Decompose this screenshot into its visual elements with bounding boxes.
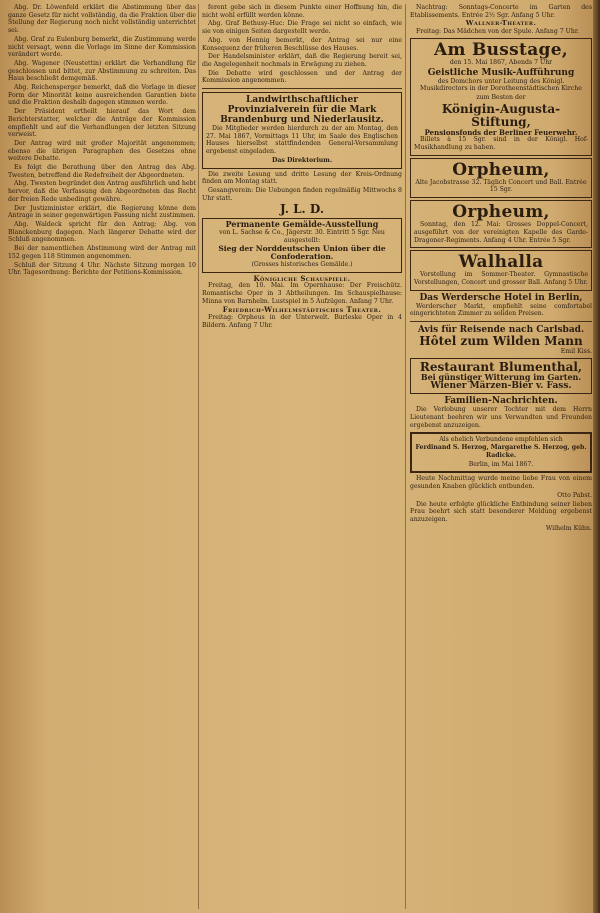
article-paragraph: Es folgt die Berathung über den Antrag des Abg. Twesten, betreffend die Redefreiheit der Abgeordneten. [8,164,196,179]
restaurant-line: Wiener Märzen-Bier v. Fass. [430,381,572,392]
ad-walhalla [410,250,592,290]
article-paragraph: Bei der namentlichen Abstimmung wird der Antrag mit 152 gegen 118 Stimmen angenommen. [8,245,196,260]
section-rule [202,88,402,89]
ad-signature: Das Direktorium. [271,156,332,164]
article-paragraph: Abg. Reichensperger bemerkt, daß die Vorlage in dieser Form der Minorität keine ausreichenden Garantien biete und die Fraktion deshalb dagegen stimmen werde. [8,84,196,107]
theatre2-text: Freitag: Orpheus in der Unterwelt. Burleske Oper in 4 Bildern. Anfang 7 Uhr. [202,314,402,329]
ad-provinzialverein [202,92,402,169]
column-right [410,4,592,909]
orpheum-title: Orpheum, [452,159,550,180]
family-text: Die Verlobung unserer Tochter mit dem Herrn Lieutenant beehren wir uns Verwandten und Freunden ergebenst anzuzeigen. [410,406,592,429]
orpheum-text: Alte Jacobstrasse 32. Täglich Concert und Ball. Entrée 15 Sgr. [415,178,587,194]
ad-title: Landwirthschaftlicher Provinzialverein für die Mark Brandenburg und Niederlausitz. [220,95,384,126]
sub-heading: Wallner-Theater. [465,19,537,28]
sunday-sub: des Domchors unter Leitung des Königl. Musikdirectors in der Dorotheenstädtischen Kirche [420,77,582,93]
karlsbad-sign: Emil Kiss. [560,348,592,356]
hotel-title: Das Werdersche Hotel in Berlin, [419,292,583,303]
article-paragraph: Der Justizminister erklärt, die Regierung könne dem Antrage in seiner gegenwärtigen Fassung nicht zustimmen. [8,204,196,220]
foundation-title: Königin-Augusta-Stiftung, [441,101,561,129]
engagement-names: Ferdinand S. Herzog, Margarethe S. Herzog, geb. Radicke. [415,444,587,459]
theatre-text: Freitag, den 10. Mai. Im Opernhause: Der Freischütz. Romantische Oper in 3 Abtheilungen. Im Schauspielhause: Minna von Barnhelm. Lustspiel in 5 Aufzügen. Anfang 7 Uhr. [202,282,402,305]
article-paragraph: Der Antrag wird mit großer Majorität angenommen; ebenso die übrigen Paragraphen des Gesetzes ohne weitere Debatte. [8,139,196,163]
ad-exhibition [202,218,402,272]
column-middle [202,4,402,909]
exhibit-title: Permanente Gemälde-Ausstellung [225,219,379,230]
sunday-date: den 15. Mai 1867, Abends 7 Uhr [449,58,553,66]
orpheum-text: Sonntag, den 12. Mai: Grosses Doppel-Concert, ausgeführt von der vereinigten Kapelle des Garde-Dragoner-Regiments. Anfang 4 Uhr. Entrée 5 Sgr. [414,221,588,244]
theatre2-title: Friedrich-Wilhelmstädtisches Theater. [222,305,382,315]
walhalla-title: Walhalla [458,252,544,273]
karlsbad-hotel: Hôtel zum Wilden Mann [419,334,583,349]
final-text: Die heute erfolgte glückliche Entbindung seiner lieben Frau beehrt sich statt besonderer Meldung ergebenst anzuzeigen. [410,500,592,523]
ad-text: Die Mitglieder werden hierdurch zu der am Montag, den 27. Mai 1867, Vormittags 11 Uhr, im Saale des Englischen Hauses hierselbst stattfindenden General-Versammlung ergebenst eingeladen. [206,125,398,156]
article-paragraph: Abg. Twesten begründet den Antrag ausführlich und hebt hervor, daß die Verfassung den Abgeordneten das Recht der freien Rede unbedingt gewähre. [8,180,196,203]
column-divider [198,4,199,909]
article-paragraph: Abg. von Hennig bemerkt, der Antrag sei nur eine Konsequenz der früheren Beschlüsse des Hauses. [202,36,402,52]
billets-text: Billets à 15 Sgr. sind in der Königl. Hof-Musikhandlung zu haben. [414,136,588,152]
ad-engagement [410,432,592,474]
ad-orpheum-2 [410,200,592,248]
article-paragraph: Schluß der Sitzung 4 Uhr. Nächste Sitzung morgen 10 Uhr. Tagesordnung: Berichte der Petitions-Kommission. [8,261,196,277]
karlsbad-title: Avis für Reisende nach Carlsbad. [417,325,585,336]
birth-text: Heute Nachmittag wurde meine liebe Frau von einem gesunden Knaben glücklich entbunden. [410,475,592,491]
foundation-sub: Pensionsfonds der Berliner Feuerwehr. [424,127,578,137]
section-rule [410,321,592,322]
notice: Gesangverein: Die Uebungen finden regelmäßig Mittwochs 8 Uhr statt. [202,186,402,202]
sunday-text: zum Besten der [476,93,526,101]
engagement-title: Als ehelich Verbundene empfehlen sich [439,435,563,443]
theatre-title: Königliche Schauspiele. [253,273,351,283]
ad-restaurant [410,358,592,395]
article-paragraph: Der Handelsminister erklärt, daß die Regierung bereit sei, die Angelegenheit nochmals in Erwägung zu ziehen. [202,53,402,68]
exhibit-headline: Sieg der Norddeutschen Union über die Confoderation. [218,244,386,262]
article-paragraph: Der Präsident ertheilt hierauf das Wort dem Berichterstatter, welcher die Anträge der Kommission empfiehlt und auf die Verhandlungen der letzten Sitzung verweist. [8,108,196,139]
walhalla-text: Vorstellung im Sommer-Theater. Gymnastische Vorstellungen, Concert und grosser Ball. Anfang 5 Uhr. [414,271,588,286]
family-title: Familien-Nachrichten. [444,396,558,407]
ad-concert [410,38,592,156]
article-paragraph: Abg. Dr. Löwenfeld erklärt die Abstimmung über das ganze Gesetz für nicht vollständig, da die Fraktion über die Stellung der Regierung noch nicht vollständig unterrichtet sei. [8,4,196,35]
engagement-place: Berlin, im Mai 1867. [468,460,534,468]
article-paragraph: Abg. Graf Bethusy-Huc: Die Frage sei nicht so einfach, wie sie von einigen Seiten dargestellt werde. [202,20,402,36]
article-paragraph: Abg. Graf zu Eulenburg bemerkt, die Zustimmung werde nicht versagt, wenn die Vorlage im Sinne der Kommission verändert werde. [8,35,196,59]
bold-ad: J. L. D. [279,202,325,217]
hotel-text: Werderscher Markt, empfiehlt seine comfortabel eingerichteten Zimmer zu soliden Preisen. [410,302,592,318]
sunday-heading: Geistliche Musik-Aufführung [427,67,575,78]
orpheum-title: Orpheum, [452,202,550,223]
restaurant-sub: Bei günstiger Witterung im Garten. [420,371,582,382]
column-divider [405,4,406,909]
column-left [8,4,196,909]
notice: Die zweite Lesung und dritte Lesung der Kreis-Ordnung finden am Montag statt. [202,170,402,186]
top-text: Nachtrag: Sonntags-Concerte im Garten des Etablissements. Entrée 2½ Sgr. Anfang 5 Uhr. [410,4,592,19]
final-sign: Wilhelm Kühn. [545,524,592,532]
restaurant-title: Restaurant Blumenthal, [419,359,583,374]
ad-orpheum-1 [410,158,592,198]
exhibit-sub: (Grosses historisches Gemälde.) [251,260,353,268]
exhibit-text: von L. Sachse & Co., Jägerstr. 30. Eintritt 5 Sgr. Neu ausgestellt: [219,229,385,244]
sub-text: Freitag: Das Mädchen von der Spule. Anfang 7 Uhr. [416,28,580,36]
page-edge-shadow [593,0,600,913]
article-paragraph: ferent gebe sich in diesem Punkte einer Hoffnung hin, die nicht wohl erfüllt werden könne. [202,4,402,19]
article-paragraph: Abg. Waldeck spricht für den Antrag; Abg. von Blanckenburg dagegen. Nach längerer Debatte wird der Schluß angenommen. [8,220,196,244]
birth-sign: Otto Pabst. [557,491,592,499]
sunday-title: Am Busstage, [433,39,569,60]
article-paragraph: Die Debatte wird geschlossen und der Antrag der Kommission angenommen. [202,69,402,85]
article-paragraph: Abg. Wagener (Neustettin) erklärt die Verhandlung für geschlossen und bittet, zur Abstimmung zu schreiten. Das Haus beschließt demgemäß. [8,59,196,83]
